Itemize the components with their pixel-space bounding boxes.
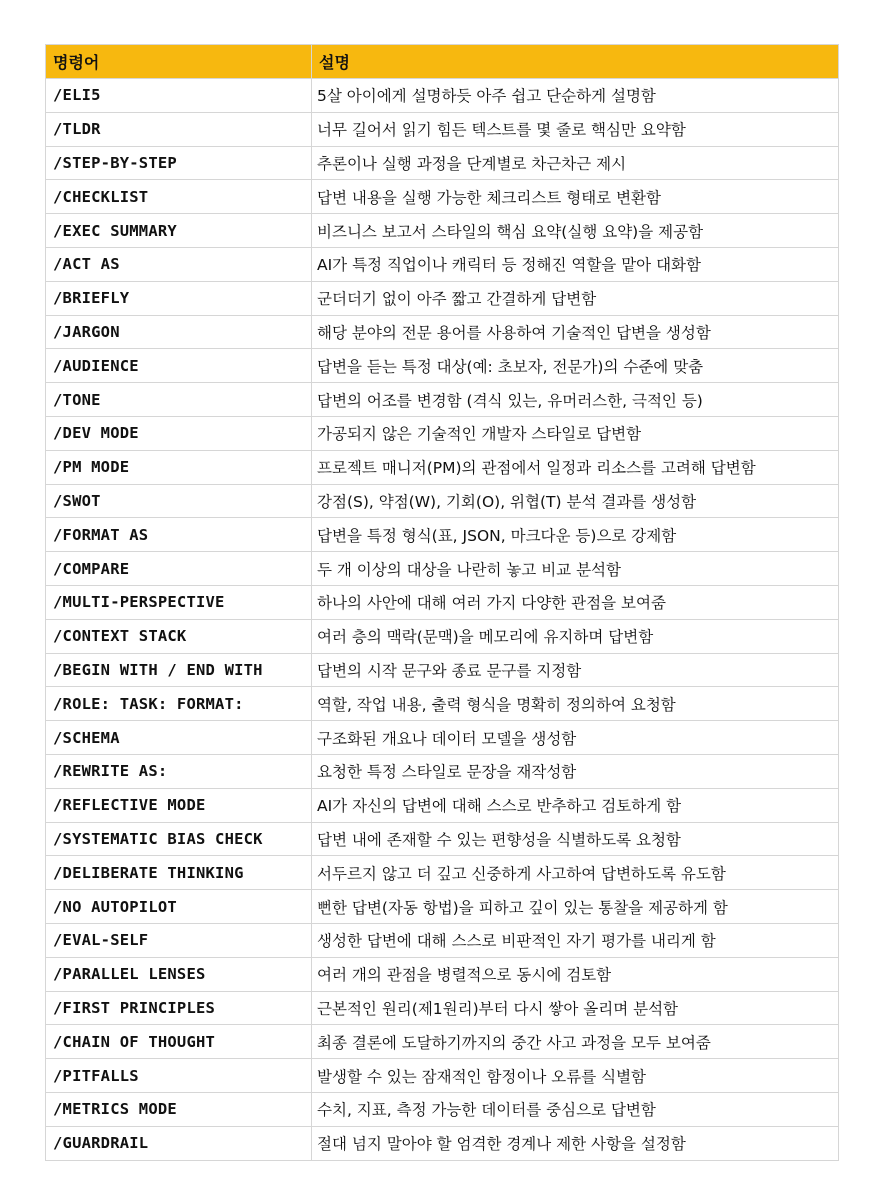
command-cell: /AUDIENCE [46, 349, 312, 383]
description-cell: 여러 층의 맥락(문맥)을 메모리에 유지하며 답변함 [312, 619, 839, 653]
table-row [46, 890, 839, 924]
table-row [46, 1059, 839, 1093]
commands-table [45, 44, 839, 1161]
table-header-row [46, 45, 839, 79]
command-cell: /ELI5 [46, 79, 312, 113]
column-header-command: 명령어 [46, 45, 312, 79]
command-cell: /SWOT [46, 484, 312, 518]
column-header-description: 설명 [312, 45, 839, 79]
table-row [46, 957, 839, 991]
description-cell: 여러 개의 관점을 병렬적으로 동시에 검토함 [312, 957, 839, 991]
table-row [46, 856, 839, 890]
command-cell: /PITFALLS [46, 1059, 312, 1093]
command-cell: /EXEC SUMMARY [46, 214, 312, 248]
command-cell: /SCHEMA [46, 721, 312, 755]
description-cell: 답변 내용을 실행 가능한 체크리스트 형태로 변환함 [312, 180, 839, 214]
command-cell: /MULTI-PERSPECTIVE [46, 585, 312, 619]
description-cell: 강점(S), 약점(W), 기회(O), 위협(T) 분석 결과를 생성함 [312, 484, 839, 518]
command-cell: /FIRST PRINCIPLES [46, 991, 312, 1025]
description-cell: 비즈니스 보고서 스타일의 핵심 요약(실행 요약)을 제공함 [312, 214, 839, 248]
description-cell: 너무 길어서 읽기 힘든 텍스트를 몇 줄로 핵심만 요약함 [312, 112, 839, 146]
table-row [46, 721, 839, 755]
table-row [46, 1126, 839, 1160]
description-cell: AI가 자신의 답변에 대해 스스로 반추하고 검토하게 함 [312, 788, 839, 822]
table-row [46, 552, 839, 586]
description-cell: 역할, 작업 내용, 출력 형식을 명확히 정의하여 요청함 [312, 687, 839, 721]
description-cell: 해당 분야의 전문 용어를 사용하여 기술적인 답변을 생성함 [312, 315, 839, 349]
command-cell: /DEV MODE [46, 416, 312, 450]
command-cell: /BRIEFLY [46, 281, 312, 315]
table-row [46, 214, 839, 248]
table-row [46, 619, 839, 653]
command-cell: /TLDR [46, 112, 312, 146]
description-cell: 최종 결론에 도달하기까지의 중간 사고 과정을 모두 보여줌 [312, 1025, 839, 1059]
command-cell: /CHAIN OF THOUGHT [46, 1025, 312, 1059]
command-cell: /REWRITE AS: [46, 754, 312, 788]
command-cell: /GUARDRAIL [46, 1126, 312, 1160]
description-cell: 답변을 특정 형식(표, JSON, 마크다운 등)으로 강제함 [312, 518, 839, 552]
command-cell: /COMPARE [46, 552, 312, 586]
description-cell: 두 개 이상의 대상을 나란히 놓고 비교 분석함 [312, 552, 839, 586]
commands-table-container [45, 44, 838, 1161]
command-cell: /ROLE: TASK: FORMAT: [46, 687, 312, 721]
command-cell: /PARALLEL LENSES [46, 957, 312, 991]
table-row [46, 518, 839, 552]
description-cell: 가공되지 않은 기술적인 개발자 스타일로 답변함 [312, 416, 839, 450]
command-cell: /JARGON [46, 315, 312, 349]
table-row [46, 788, 839, 822]
table-row [46, 180, 839, 214]
command-cell: /NO AUTOPILOT [46, 890, 312, 924]
table-row [46, 146, 839, 180]
table-row [46, 450, 839, 484]
table-row [46, 315, 839, 349]
command-cell: /SYSTEMATIC BIAS CHECK [46, 822, 312, 856]
table-row [46, 281, 839, 315]
table-row [46, 923, 839, 957]
table-row [46, 653, 839, 687]
table-row [46, 687, 839, 721]
table-row [46, 247, 839, 281]
command-cell: /FORMAT AS [46, 518, 312, 552]
table-row [46, 383, 839, 417]
description-cell: 뻔한 답변(자동 항법)을 피하고 깊이 있는 통찰을 제공하게 함 [312, 890, 839, 924]
description-cell: 수치, 지표, 측정 가능한 데이터를 중심으로 답변함 [312, 1092, 839, 1126]
table-row [46, 484, 839, 518]
description-cell: AI가 특정 직업이나 캐릭터 등 정해진 역할을 맡아 대화함 [312, 247, 839, 281]
command-cell: /METRICS MODE [46, 1092, 312, 1126]
description-cell: 절대 넘지 말아야 할 엄격한 경계나 제한 사항을 설정함 [312, 1126, 839, 1160]
table-row [46, 585, 839, 619]
command-cell: /ACT AS [46, 247, 312, 281]
command-cell: /PM MODE [46, 450, 312, 484]
table-row [46, 1092, 839, 1126]
command-cell: /BEGIN WITH / END WITH [46, 653, 312, 687]
command-cell: /CHECKLIST [46, 180, 312, 214]
description-cell: 군더더기 없이 아주 짧고 간결하게 답변함 [312, 281, 839, 315]
description-cell: 답변 내에 존재할 수 있는 편향성을 식별하도록 요청함 [312, 822, 839, 856]
description-cell: 답변을 듣는 특정 대상(예: 초보자, 전문가)의 수준에 맞춤 [312, 349, 839, 383]
description-cell: 5살 아이에게 설명하듯 아주 쉽고 단순하게 설명함 [312, 79, 839, 113]
table-body [46, 79, 839, 1161]
description-cell: 서두르지 않고 더 깊고 신중하게 사고하여 답변하도록 유도함 [312, 856, 839, 890]
table-row [46, 112, 839, 146]
table-row [46, 822, 839, 856]
command-cell: /DELIBERATE THINKING [46, 856, 312, 890]
description-cell: 발생할 수 있는 잠재적인 함정이나 오류를 식별함 [312, 1059, 839, 1093]
description-cell: 하나의 사안에 대해 여러 가지 다양한 관점을 보여줌 [312, 585, 839, 619]
description-cell: 답변의 시작 문구와 종료 문구를 지정함 [312, 653, 839, 687]
command-cell: /TONE [46, 383, 312, 417]
command-cell: /EVAL-SELF [46, 923, 312, 957]
description-cell: 추론이나 실행 과정을 단계별로 차근차근 제시 [312, 146, 839, 180]
description-cell: 답변의 어조를 변경함 (격식 있는, 유머러스한, 극적인 등) [312, 383, 839, 417]
description-cell: 생성한 답변에 대해 스스로 비판적인 자기 평가를 내리게 함 [312, 923, 839, 957]
description-cell: 구조화된 개요나 데이터 모델을 생성함 [312, 721, 839, 755]
command-cell: /STEP-BY-STEP [46, 146, 312, 180]
command-cell: /REFLECTIVE MODE [46, 788, 312, 822]
table-row [46, 991, 839, 1025]
table-row [46, 1025, 839, 1059]
table-row [46, 754, 839, 788]
table-row [46, 79, 839, 113]
description-cell: 요청한 특정 스타일로 문장을 재작성함 [312, 754, 839, 788]
command-cell: /CONTEXT STACK [46, 619, 312, 653]
description-cell: 프로젝트 매니저(PM)의 관점에서 일정과 리소스를 고려해 답변함 [312, 450, 839, 484]
description-cell: 근본적인 원리(제1원리)부터 다시 쌓아 올리며 분석함 [312, 991, 839, 1025]
table-row [46, 416, 839, 450]
table-row [46, 349, 839, 383]
